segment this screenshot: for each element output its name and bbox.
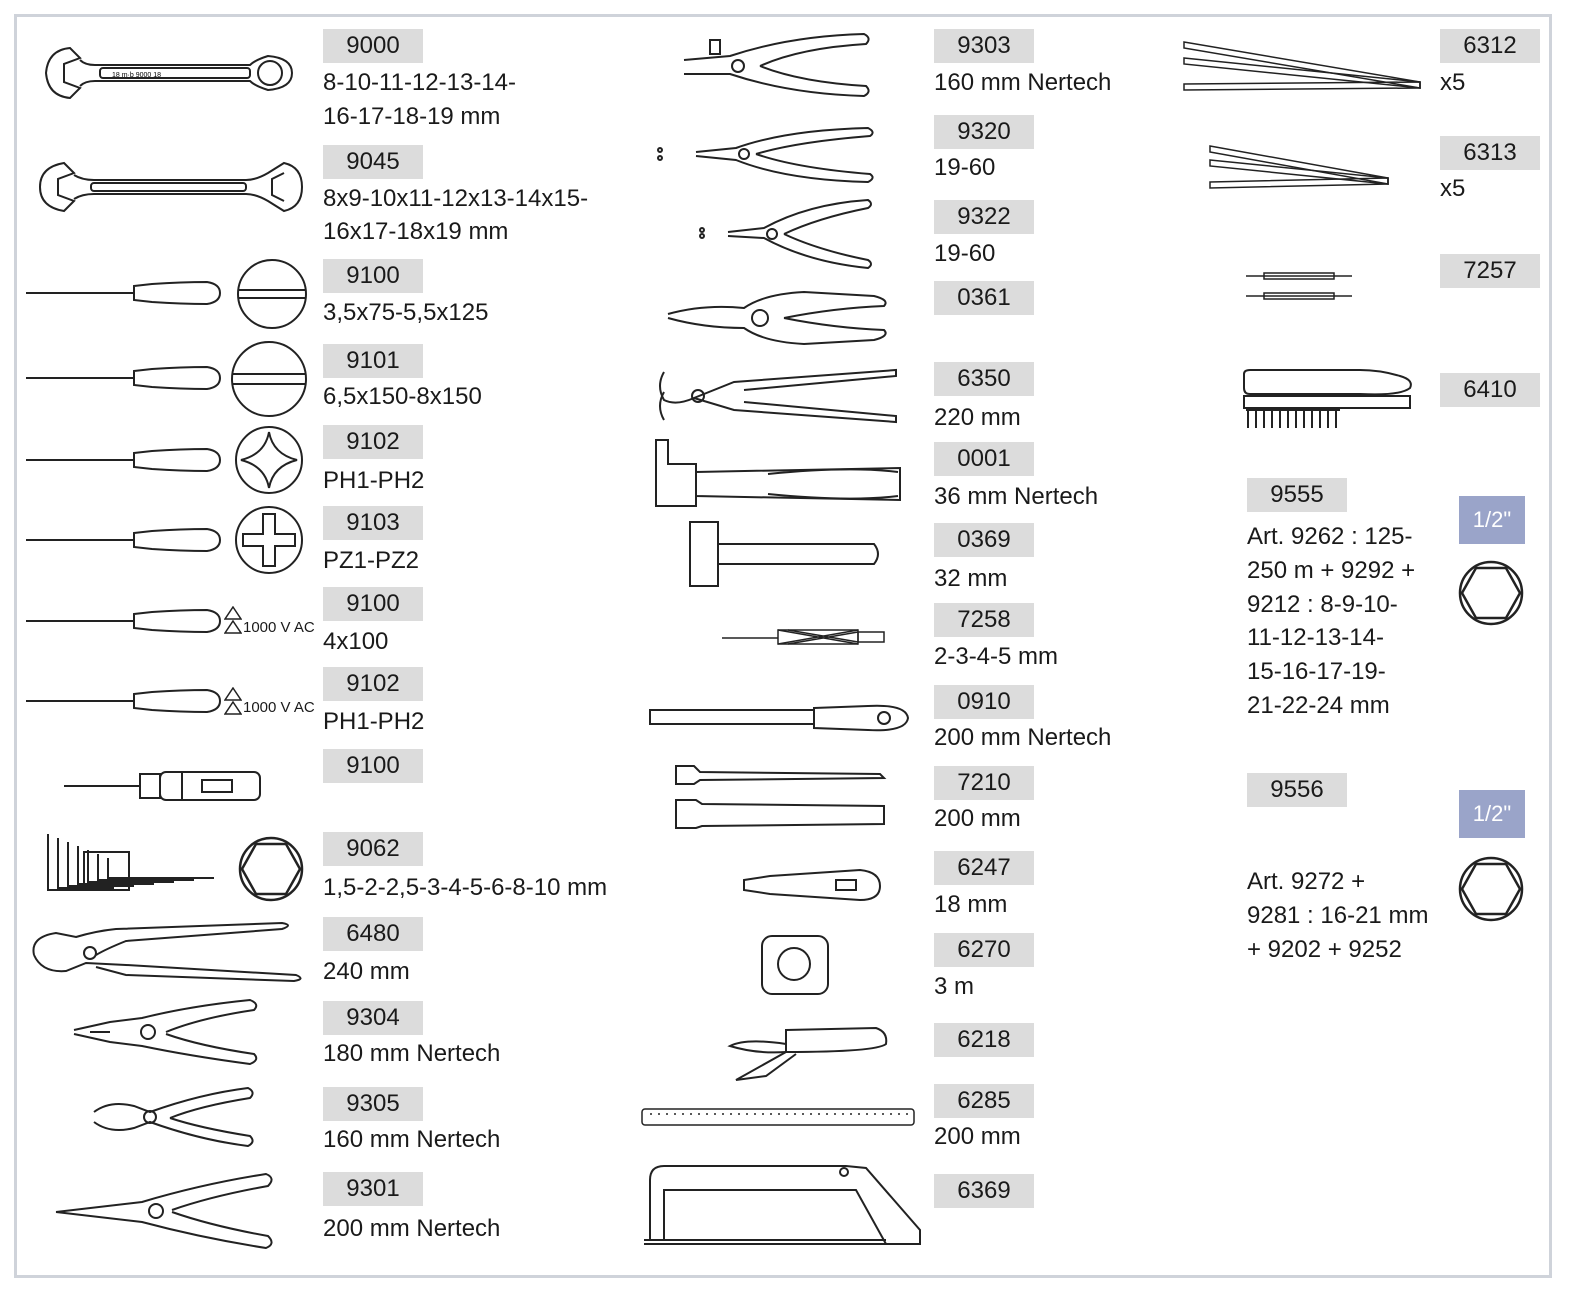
end-cutting-pliers-icon: [654, 366, 900, 426]
insulated-screwdriver-icon: [22, 606, 222, 636]
item-spec: 1,5-2-2,5-3-4-5-6-8-10 mm: [323, 874, 608, 901]
item-spec: PH1-PH2: [323, 708, 425, 735]
pozidriv-tip-icon: [233, 504, 305, 576]
item-code: 6285: [934, 1084, 1034, 1118]
item-spec: PH1-PH2: [323, 467, 425, 494]
item-code: 9102: [323, 425, 423, 459]
item-spec: 9212 : 8-9-10-: [1247, 591, 1398, 618]
item-code: 6313: [1440, 136, 1540, 170]
item-code: 0910: [934, 685, 1034, 719]
item-spec: 200 mm: [934, 1123, 1021, 1150]
scriber-icon: [1244, 268, 1356, 302]
hammer-icon: [648, 436, 904, 512]
item-code: 9322: [934, 200, 1034, 234]
hacksaw-icon: [636, 1160, 926, 1256]
item-code: 9303: [934, 29, 1034, 63]
item-spec: 11-12-13-14-: [1247, 624, 1384, 651]
item-spec: 9281 : 16-21 mm: [1247, 902, 1429, 929]
slotted-tip-icon: [230, 340, 308, 418]
item-code: 9305: [323, 1087, 423, 1121]
wire-brush-icon: [1240, 366, 1416, 434]
item-spec: 19-60: [934, 154, 996, 181]
item-code: 9304: [323, 1001, 423, 1035]
hex-key-set-icon: [44, 830, 219, 892]
item-code: 9103: [323, 506, 423, 540]
item-spec: 3,5x75-5,5x125: [323, 299, 489, 326]
hexagon-socket-icon: [1458, 560, 1524, 626]
square-drive-badge: 1/2": [1459, 496, 1525, 544]
item-spec: 6,5x150-8x150: [323, 383, 482, 410]
item-spec: 160 mm Nertech: [323, 1126, 501, 1153]
item-code: 9100: [323, 749, 423, 783]
water-pump-pliers-icon: [26, 915, 306, 985]
file-icon: [648, 700, 912, 736]
slotted-tip-icon: [236, 258, 308, 330]
ruler-icon: [640, 1106, 918, 1128]
item-spec: + 9202 + 9252: [1247, 936, 1402, 963]
item-spec: 200 mm: [934, 805, 1021, 832]
item-spec: 19-60: [934, 240, 996, 267]
phillips-screwdriver-icon: [22, 445, 222, 475]
item-spec: 250 m + 9292 +: [1247, 557, 1416, 584]
item-spec: x5: [1440, 175, 1466, 202]
item-code: 7258: [934, 603, 1034, 637]
circlip-pliers-icon: [698, 196, 876, 272]
combination-wrench-icon: [40, 38, 300, 108]
cutter-knife-icon: [740, 866, 884, 904]
item-code: 9320: [934, 115, 1034, 149]
tape-measure-icon: [758, 932, 832, 998]
item-spec: 36 mm Nertech: [934, 483, 1099, 510]
item-spec: 16x17-18x19 mm: [323, 218, 509, 245]
diagonal-cutter-icon: [90, 1082, 258, 1154]
item-code: 6247: [934, 851, 1034, 885]
item-code: 9000: [323, 29, 423, 63]
phillips-tip-icon: [233, 424, 305, 496]
item-spec: 240 mm: [323, 958, 410, 985]
open-end-wrench-icon: [36, 155, 306, 220]
item-spec: 160 mm Nertech: [934, 69, 1112, 96]
item-spec: 4x100: [323, 628, 389, 655]
item-spec: 220 mm: [934, 404, 1021, 431]
item-spec: 16-17-18-19 mm: [323, 103, 501, 130]
wire-stripper-icon: [680, 30, 874, 100]
item-code: 6369: [934, 1174, 1034, 1208]
item-code: 9102: [323, 667, 423, 701]
item-spec: 21-22-24 mm: [1247, 692, 1390, 719]
item-code: 9101: [323, 344, 423, 378]
item-spec: 8x9-10x11-12x13-14x15-: [323, 185, 589, 212]
item-code: 0361: [934, 281, 1034, 315]
item-spec: Art. 9262 : 125-: [1247, 523, 1413, 550]
voltage-rating: 1000 V AC: [243, 619, 315, 636]
item-code: 0369: [934, 523, 1034, 557]
item-spec: 2-3-4-5 mm: [934, 643, 1059, 670]
item-code: 7210: [934, 766, 1034, 800]
item-code: 6480: [323, 917, 423, 951]
insulated-screwdriver-icon: [22, 686, 222, 716]
shears-icon: [664, 284, 894, 354]
hacksaw-blade-icon: [1180, 38, 1424, 94]
item-code: 0001: [934, 442, 1034, 476]
item-code: 6410: [1440, 373, 1540, 407]
item-code: 9301: [323, 1172, 423, 1206]
circlip-pliers-icon: [656, 124, 878, 186]
item-spec: 200 mm Nertech: [934, 724, 1112, 751]
chisel-icon: [670, 762, 890, 832]
voltage-tester-icon: [62, 768, 274, 804]
item-spec: x5: [1440, 69, 1466, 96]
item-code: 6270: [934, 933, 1034, 967]
hacksaw-blade-icon: [1206, 142, 1392, 192]
item-code: 9062: [323, 832, 423, 866]
item-code: 9556: [1247, 773, 1347, 807]
svg-text:18 m·b 9000 18: 18 m·b 9000 18: [112, 72, 162, 79]
warning-triangle-icon: [224, 687, 242, 715]
item-spec: PZ1-PZ2: [323, 547, 420, 574]
item-code: 9100: [323, 259, 423, 293]
item-code: 7257: [1440, 254, 1540, 288]
item-spec: 8-10-11-12-13-14-: [323, 69, 516, 96]
item-spec: Art. 9272 +: [1247, 868, 1366, 895]
item-spec: 200 mm Nertech: [323, 1215, 501, 1242]
voltage-rating: 1000 V AC: [243, 699, 315, 716]
square-drive-badge: 1/2": [1459, 790, 1525, 838]
item-spec: 18 mm: [934, 891, 1008, 918]
item-code: 6312: [1440, 29, 1540, 63]
item-code: 9555: [1247, 478, 1347, 512]
item-spec: 3 m: [934, 973, 975, 1000]
item-spec: 15-16-17-19-: [1247, 658, 1386, 685]
combination-pliers-icon: [70, 996, 264, 1070]
item-code: 9100: [323, 587, 423, 621]
electrician-knife-icon: [726, 1024, 890, 1084]
needle-file-icon: [720, 626, 888, 648]
warning-triangle-icon: [224, 606, 242, 634]
hexagon-socket-icon: [1458, 856, 1524, 922]
slotted-screwdriver-icon: [22, 278, 222, 308]
slotted-screwdriver-icon: [22, 363, 222, 393]
hexagon-profile-icon: [238, 836, 304, 902]
item-spec: 32 mm: [934, 565, 1008, 592]
item-code: 9045: [323, 145, 423, 179]
item-spec: 180 mm Nertech: [323, 1040, 501, 1067]
pozidriv-screwdriver-icon: [22, 525, 222, 555]
long-nose-pliers-icon: [52, 1166, 278, 1256]
item-code: 6218: [934, 1023, 1034, 1057]
mallet-icon: [688, 518, 884, 590]
item-code: 6350: [934, 362, 1034, 396]
